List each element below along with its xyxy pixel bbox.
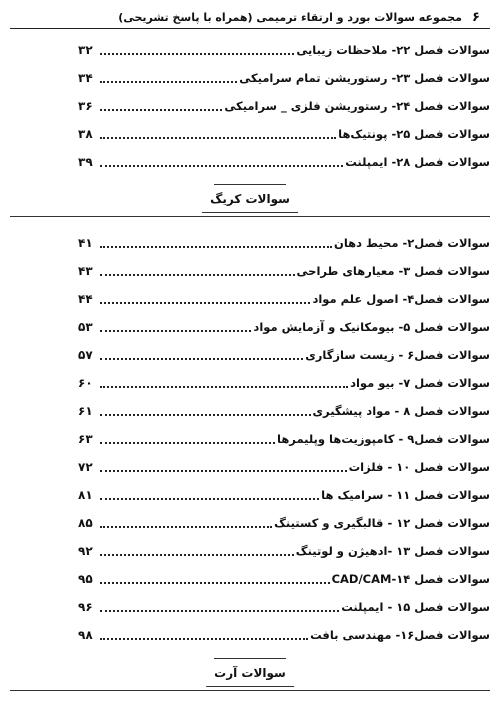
dot-leader [100,274,295,276]
toc-row[interactable] [78,429,490,447]
toc-row-label: سوالات فصل ۱۲ - قالبگیری و کستینگ [274,516,490,530]
toc-row-page: ۵۳ [78,320,93,334]
dot-leader [100,526,272,528]
toc-row-page: ۳۶ [78,99,93,113]
toc-row[interactable] [78,40,490,58]
toc-row[interactable] [78,625,490,643]
dot-leader [100,470,347,472]
toc-row-page: ۹۶ [78,600,93,614]
toc-row-label: سوالات فصل۶ - زیست سازگاری [305,348,490,362]
dot-leader [100,414,311,416]
dot-leader [100,109,222,111]
toc-row-page: ۸۵ [78,516,93,530]
toc-row-page: ۳۲ [78,43,93,57]
toc-row-page: ۴۱ [78,236,93,250]
toc-row[interactable] [78,124,490,142]
toc-row[interactable] [78,485,490,503]
section-title: سوالات آرت [206,662,294,687]
section-title: سوالات کریگ [202,188,298,213]
toc-row-page: ۶۳ [78,432,93,446]
dot-leader [100,137,336,139]
book-title: مجموعه سوالات بورد و ارتقاء ترمیمی (همراه با پاسخ تشریحی) [118,10,462,24]
toc-row-label: سوالات فصل ۲۸- ایمپلنت [345,155,490,169]
toc-row-label: سوالات فصل ۳- معیارهای طراحی [296,264,490,278]
toc-row[interactable] [78,513,490,531]
dot-leader [100,582,330,584]
dot-leader [100,165,343,167]
toc-row-label: سوالات فصل۱۶- مهندسی بافت [310,628,490,642]
toc-row[interactable] [78,152,490,170]
dot-leader [100,358,303,360]
section-divider [10,216,490,217]
toc-row-label: سوالات فصل ۵- بیومکانیک و آزمایش مواد [253,320,490,334]
toc-row-page: ۹۲ [78,544,93,558]
toc-row-label: سوالات فصل ۲۳- رستوریشن تمام سرامیکی [239,71,490,85]
dot-leader [100,246,332,248]
heading-rule-top [214,184,286,185]
dot-leader [100,81,237,83]
toc-row-label: سوالات فصل ۲۵- پونتیک‌ها [338,127,490,141]
toc-row-page: ۴۳ [78,264,93,278]
toc-row-label: سوالات فصل ۸ - مواد پیشگیری [312,404,490,418]
section-heading-art [0,662,500,702]
toc-row[interactable] [78,373,490,391]
toc-row-page: ۶۰ [78,376,93,390]
toc-row[interactable] [78,541,490,559]
toc-row-label: سوالات فصل ۷- بیو مواد [350,376,490,390]
toc-row[interactable] [78,569,490,587]
toc-row[interactable] [78,289,490,307]
toc-row-page: ۸۱ [78,488,93,502]
toc-row-label: سوالات فصل۹ - کامپوزیت‌ها وپلیمرها [277,432,490,446]
dot-leader [100,638,308,640]
dot-leader [100,442,275,444]
heading-rule-top [214,658,286,659]
dot-leader [100,53,294,55]
toc-row-page: ۵۷ [78,348,93,362]
toc-row[interactable] [78,68,490,86]
section-divider [10,690,490,691]
toc-row[interactable] [78,345,490,363]
toc-row[interactable] [78,261,490,279]
toc-row[interactable] [78,233,490,251]
toc-row-label: سوالات فصل ۱۱ - سرامیک ها [321,488,490,502]
dot-leader [100,554,294,556]
toc-row-page: ۶۱ [78,404,93,418]
toc-row[interactable] [78,457,490,475]
page-number: ۶ [472,9,480,25]
dot-leader [100,610,339,612]
toc-row-page: ۴۴ [78,292,93,306]
toc-row[interactable] [78,401,490,419]
dot-leader [100,498,319,500]
toc-row[interactable] [78,597,490,615]
toc-row-page: ۷۲ [78,460,93,474]
toc-row-page: ۹۸ [78,628,93,642]
toc-row-page: ۳۴ [78,71,93,85]
dot-leader [100,386,348,388]
section-heading-craig [0,188,500,228]
toc-row-label: سوالات فصل۴- اصول علم مواد [312,292,490,306]
toc-row-page: ۳۹ [78,155,93,169]
toc-row-page: ۳۸ [78,127,93,141]
page-header [10,6,490,29]
toc-row-label: سوالات فصل ۱۳ -ادهیژن و لوتینگ [295,544,490,558]
toc-row-label: سوالات فصل ۱۵ - ایمپلنت [341,600,490,614]
toc-row-page: ۹۵ [78,572,93,586]
toc-row-label: سوالات فصل ۲۴- رستوریشن فلزی _ سرامیکی [224,99,490,113]
toc-row-label: سوالات فصل ۱۰ - فلزات [348,460,490,474]
toc-row[interactable] [78,96,490,114]
toc-row-label: سوالات فصل ۲۲- ملاحظات زیبایی [296,43,490,57]
toc-row-label: سوالات فصل ۱۴-CAD/CAM [331,572,490,586]
toc-row-label: سوالات فصل۲- محیط دهان [334,236,490,250]
toc-row[interactable] [78,317,490,335]
dot-leader [100,302,310,304]
dot-leader [100,330,251,332]
